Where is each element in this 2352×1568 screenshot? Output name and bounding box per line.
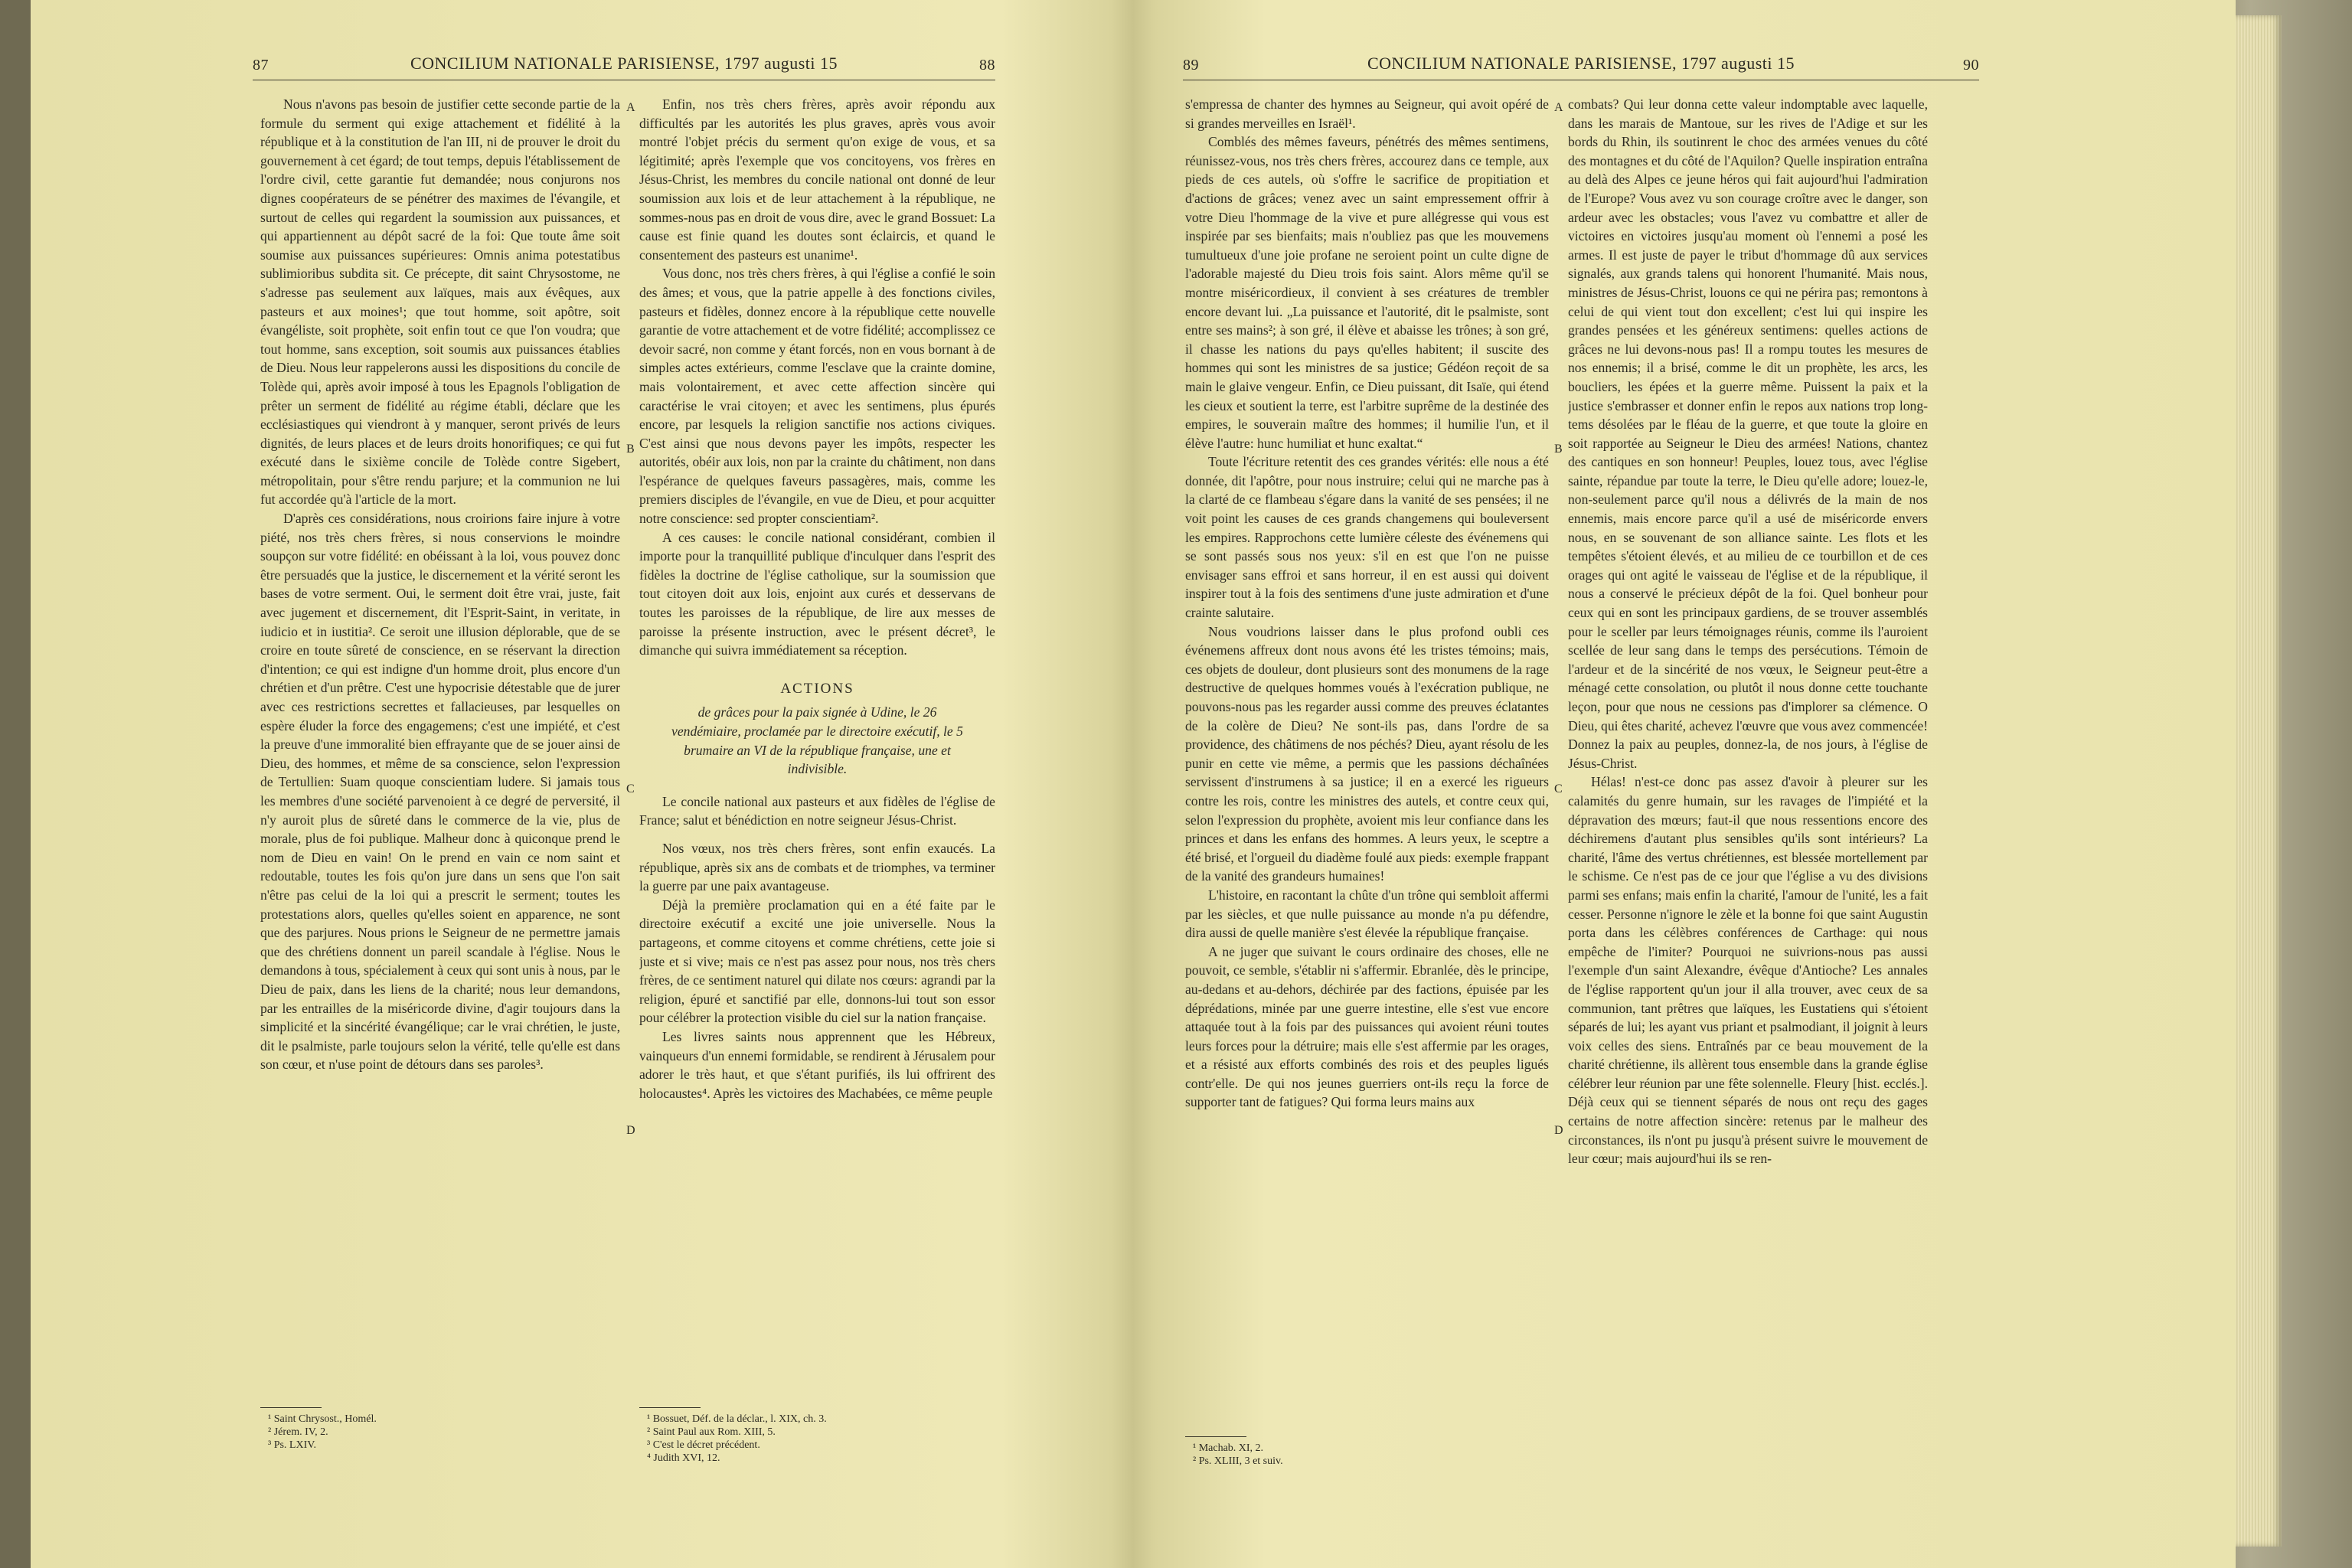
paragraph: Comblés des mêmes faveurs, pénétrés des mêmes sentimens, réunissez-vous, nos très chers frères, accourez dans ce temple, aux pieds de ces autels, où s'offre le sacrifice de propitiation et d'actions de grâces; venez avec un saint empressement offrir à votre Dieu l'hommage de la vive et pure allégresse qui vous est inspirée par ses bienfaits; mais n'oubliez pas que les mouvemens tumultueux d'une joie profane ne seroient point un culte digne de l'adorable majesté du Dieu trois fois saint. Alors même qu'il se montre miséricordieux, il convient à ses créatures de trembler encore devant lui. „La puissance et l'autorité, dit le psalmiste, sont entre ses mains²; à son gré, il élève et abaisse les trônes; à son gré, il chasse les nations du pays qu'elles habitent; il suscite des hommes qui sont les ministres de sa justice; Gédéon reçoit de sa main le glaive vengeur. Enfin, ce Dieu puissant, dit Isaïe, qui étend les cieux et soutient la terre, est l'arbitre suprême de la destinée des empires, le souverain maître des hommes; il humilie l'un, et il élève l'autre: hunc humiliat et hunc exaltat.“	[1185, 134, 1549, 451]
page-number-88: 88	[979, 57, 995, 74]
paragraph: s'empressa de chanter des hymnes au Seigneur, qui avoit opéré de si grandes merveilles en Israël¹.	[1185, 96, 1549, 131]
footnote-rule	[260, 1407, 322, 1408]
right-column-1	[1185, 95, 1549, 1412]
address-line: Le concile national aux pasteurs et aux fidèles de l'église de France; salut et bénédiction en notre seigneur Jésus-Christ.	[639, 793, 995, 828]
paragraph: A ne juger que suivant le cours ordinaire des choses, elle ne pouvoit, ce semble, s'établir ni s'affermir. Ebranlée, dès le principe, au-dedans et au-dehors, déchirée par des factions, épuisée par les déprédations, minée par une guerre intestine, elle s'est vue encore attaquée tout à la fois par des puissances qui avoient réuni toutes leurs forces pour la détruire; mais elle s'est affermie par les orages, et a résisté aux efforts combinés des rois et des peuples ligués contr'elle. De qui nos jeunes guerriers ont-ils reçu la force de supporter tant de fatigues? Qui forma leurs mains aux	[1185, 943, 1549, 1110]
book-spread	[31, 0, 2236, 1568]
left-column-1	[260, 95, 620, 1412]
margin-letter: D	[626, 1124, 635, 1137]
margin-letter: A	[1554, 101, 1563, 114]
footnote: ¹ Saint Chrysost., Homél.	[268, 1413, 377, 1425]
paragraph: Nous voudrions laisser dans le plus profond oubli ces événemens affreux dont nous avons été les tristes témoins; mais, ces objets de douleur, dont plusieurs sont des monumens de la rage destructive de quelques hommes voués à l'exécration publique, ne pouvons-nous pas les regarder aussi comme des preuves éclatantes de la colère de Dieu? Ne sont-ils pas, dans l'ordre de sa providence, des châtimens de nos péchés? Dieu, ayant résolu de les punir en cette vie même, a permis que les passions déchaînées servissent d'instrumens à sa justice; il en a exercé les rigueurs contre les rois, contre les ministres des autels, et contre ceux qui, selon l'expression du prophète, avoient mis leur confiance dans les princes et dans les enfans des hommes. A leurs yeux, le sceptre a été brisé, et l'orgueil du diadème foulé aux pieds: exemple frappant de la vanité des grandeurs humaines!	[1185, 623, 1549, 884]
paragraph: D'après ces considérations, nous croirions faire injure à votre piété, nos très chers frères, si nous conservions le moindre soupçon sur votre fidélité: en obéissant à la loi, vous pouvez donc être persuadés que la justice, le discernement et la vérité seront les bases de votre serment. Oui, le serment doit être vrai, juste, fait avec jugement et discernement, dit l'Esprit-Saint, in veritate, in iudicio et in iustitia². Ce seroit une illusion déplorable, que de se croire en toute sûreté de conscience, en se réservant la direction d'intention; ce qui est indigne d'un homme droit, plus encore d'un chrétien et d'un prêtre. C'est une hypocrisie détestable que de jurer avec ces restrictions secrettes et fallacieuses, par lesquelles on espère éluder la force des engagemens; c'est une impiété, et c'est la preuve d'une immoralité bien effrayante que de se jouer ainsi de Dieu, des hommes, et même de sa conscience, selon l'expression de Tertullien: Suam quoque conscientiam ludere. Si jamais tous les membres d'une société parvenoient à ce degré de perversité, il n'y auroit plus de sûreté dans le commerce de la vie, plus de morale, plus de foi publique. Malheur donc à quiconque prend le nom de Dieu en vain! On le prend en vain ce nom saint et redoutable, toutes les fois qu'on jure dans un sens que l'on sait n'être pas celui de la loi qui a prescrit le serment; toutes les protestations alors, quelles qu'elles soient en apparence, ne sont que des parjures. Nous prions le Seigneur de ne permettre jamais que des chrétiens donnent un pareil scandale à l'église. Nous le demandons à tous, spécialement à ceux qui sont unis à nous, par le Dieu de paix, dans les liens de la charité; nous leur demandons, par les entrailles de la miséricorde divine, d'agir toujours dans la simplicité et la sincérité évangélique; car le vrai chrétien, le juste, dit le psalmiste, parle toujours selon la vérité, telle qu'elle est dans son cœur, et n'use point de détours dans ses paroles³.	[260, 511, 620, 1073]
left-footnotes-2	[639, 1407, 995, 1465]
left-column-2	[639, 95, 995, 1412]
footnote: ³ Ps. LXIV.	[268, 1439, 317, 1451]
page-number-87: 87	[253, 57, 269, 74]
left-page	[31, 0, 1133, 1568]
footnote: ² Ps. XLIII, 3 et suiv.	[1193, 1455, 1283, 1467]
footnote: ¹ Machab. XI, 2.	[1193, 1442, 1264, 1454]
margin-letter: D	[1554, 1124, 1563, 1137]
margin-letter: A	[626, 101, 635, 114]
paragraph: Enfin, nos très chers frères, après avoir répondu aux difficultés par les autorités les plus graves, après vous avoir montré l'objet précis du serment qu'on exige de vous, et sa légitimité; après l'exemple que vos concitoyens, vos frères en Jésus-Christ, les membres du concile national ont donné de leur soumission aux lois et de leur attachement à la république, ne sommes-nous pas en droit de vous dire, avec le grand Bossuet: La cause est finie quand les doutes sont éclaircis, et quand le consentement des pasteurs est unanime¹.	[639, 96, 995, 263]
footnote: ⁴ Judith XVI, 12.	[647, 1452, 720, 1464]
paragraph: Les livres saints nous apprennent que les Hébreux, vainqueurs d'un ennemi formidable, se rendirent à Jérusalem pour adorer le très haut, et que s'étant purifiés, ils lui offrirent des holocaustes⁴. Après les victoires des Machabées, ce même peuple	[639, 1028, 995, 1101]
left-running-head	[253, 51, 995, 78]
page-number-89: 89	[1183, 57, 1199, 74]
footnote: ² Jérem. IV, 2.	[268, 1426, 328, 1438]
paragraph: Toute l'écriture retentit des ces grandes vérités: elle nous a été donnée, dit l'apôtre, pour nous instruire; celui qui ne marche pas à la clarté de ce flambeau s'égare dans la vanité de ses pensées; il ne voit point les causes de ces grands changemens qui bouleversent les empires. Rapprochons cette lumière céleste des événemens qui se sont passés sous nos yeux: s'il en est que l'on ne puisse envisager sans effroi et sans horreur, il en est aussi qui doivent inspirer tout à la fois des sentimens d'une juste admiration et d'une crainte salutaire.	[1185, 454, 1549, 621]
paragraph: Nos vœux, nos très chers frères, sont enfin exaucés. La république, après six ans de combats et de triomphes, va terminer la guerre par une paix avantageuse.	[639, 840, 995, 894]
right-footnotes-1	[1185, 1436, 1549, 1468]
footnote-rule	[1185, 1436, 1246, 1437]
section-subtitle: de grâces pour la paix signée à Udine, le 26 vendémiaire, proclamée par le directoire exécutif, le 5 brumaire an VI de la république française, une et indivisible.	[671, 704, 963, 777]
section-heading: ACTIONS	[780, 680, 854, 697]
paragraph: Nous n'avons pas besoin de justifier cette seconde partie de la formule du serment qui exige attachement et fidélité à la république et à la constitution de l'an III, ni de prouver le droit du gouvernement à cet égard; de tout temps, depuis l'établissement de l'ordre civil, cette garantie fut demandée; nous conjurons nos dignes coopérateurs de se pénétrer des maximes de l'évangile, et surtout de celles qui regardent la soumission aux puissances, et qui appartiennent au dépôt sacré de la foi: Que toute âme soit soumise aux puissances supérieures: Omnis anima potestatibus sublimioribus subdita sit. Ce précepte, dit saint Chrysostome, ne s'adresse pas seulement aux laïques, mais aux évêques, aux pasteurs et aux moines¹; que tout homme, soit apôtre, soit évangéliste, soit prophète, soit enfin tout ce que l'on voudra; que tout homme, sans exception, soit soumis aux puissances établies de Dieu. Nous leur rappelerons aussi les dispositions du concile de Tolède qui, après avoir imposé à tous les Epagnols l'obligation de prêter un serment de fidélité au régime établi, déclare que les ecclésiastiques qui viendront à y manquer, seront privés de leurs dignités, de leurs places et de leurs droits honorifiques; ce qui fut exécuté dans le sixième concile de Tolède contre Sigebert, métropolitain, pour s'être rendu parjure; et la communion ne lui fut accordée qu'à l'article de la mort.	[260, 96, 620, 508]
margin-letter: C	[1554, 782, 1563, 795]
paragraph: L'histoire, en racontant la chûte d'un trône qui sembloit affermi par les siècles, et que nulle puissance au monde n'a pu défendre, dira aussi de quelle manière s'est élevée la république française.	[1185, 887, 1549, 941]
page-number-90: 90	[1963, 57, 1979, 74]
margin-letter: B	[626, 443, 635, 456]
footnote-rule	[639, 1407, 701, 1408]
paragraph: A ces causes: le concile national considérant, combien il importe pour la tranquillité publique d'inculquer dans l'esprit des fidèles la doctrine de l'église catholique, sur la soumission que tout citoyen doit aux lois, enjoint aux curés et desservans de toutes les paroisses de la république, de lire aux messes de paroisse la présente instruction, avec le présent décret³, le dimanche qui suivra immédiatement sa réception.	[639, 529, 995, 658]
right-column-2	[1568, 95, 1928, 1534]
margin-letter: C	[626, 782, 635, 795]
margin-letter: B	[1554, 443, 1563, 456]
left-footnotes-1	[260, 1407, 620, 1452]
running-title: CONCILIUM NATIONALE PARISIENSE, 1797 augusti 15	[1367, 54, 1795, 73]
paragraph: Déjà la première proclamation qui en a été faite par le directoire exécutif a excité une joie universelle. Nous la partageons, et comme citoyens et comme chrétiens, cette joie si juste et si vive; mais ce n'est pas assez pour nous, nos très chers frères, de ce sentiment naturel qui dilate nos cœurs: agrandi par la religion, épuré et sanctifié par elle, donnons-lui tout son essor pour célébrer la protection visible du ciel sur la nation française.	[639, 897, 995, 1026]
paragraph: Hélas! n'est-ce donc pas assez d'avoir à pleurer sur les calamités du genre humain, sur les ravages de l'impiété et la dépravation des mœurs; faut-il que nous ressentions encore des déchiremens d'autant plus sensibles qu'ils sont intérieurs? La charité, l'âme des vertus chrétiennes, est blessée mortellement par le schisme. Ce n'est pas de ce jour que l'église a vu des divisions parmi ses enfans; mais enfin la charité, l'amour de l'unité, les a fait cesser. Personne n'ignore le zèle et la bonne foi que saint Augustin porta dans les célèbres conférences de Carthage: qui nous empêche de l'imiter? Pourquoi ne suivrions-nous pas aussi l'exemple d'un saint Alexandre, évêque d'Antioche? Les annales de l'église rapportent qu'un jour il alla trouver, avec ceux de sa communion, tant prêtres que laïques, les Eustatiens qui s'étoient séparés de lui; les ayant vus priant et psalmodiant, il joignit à leurs voix celles des siens. Entraînés par ce beau mouvement de la charité chrétienne, ils allèrent tous ensemble dans la grande église célébrer leur réunion par une fête solennelle. Fleury [hist. ecclés.]. Déjà ceux qui se tiennent séparés de nous ont reçu des gages certains de notre affection sincère: retenus par le malheur des circonstances, ils n'ont pu jusqu'à présent suivre le mouvement de leur cœur; mais aujourd'hui ils se ren-	[1568, 774, 1928, 1167]
right-page	[1133, 0, 2236, 1568]
footnote: ² Saint Paul aux Rom. XIII, 5.	[647, 1426, 776, 1438]
footnote: ¹ Bossuet, Déf. de la déclar., l. XIX, ch. 3.	[647, 1413, 827, 1425]
paragraph: combats? Qui leur donna cette valeur indomptable avec laquelle, dans les marais de Mantoue, sur les rives de l'Adige et sur les bords du Rhin, ils soutinrent le choc des armées venues du côté des montagnes et du côté de l'Aquilon? Quelle inspiration entraîna au delà des Alpes ce jeune héros qui fait aujourd'hui l'admiration de l'Europe? Vous avez vu son courage croître avec le danger, son ardeur avec les obstacles; vous l'avez vu combattre et aller de victoires en victoires jusqu'au moment où l'ennemi a posé les armes. Il est juste de payer le tribut d'hommage dû aux services signalés, aux grands talens qui honorent l'humanité. Mais nous, ministres de Jésus-Christ, louons ce qui ne périra pas; remontons à celui de qui vient tout don excellent; c'est lui qui inspire les grandes pensées et les généreux sentimens: quelles actions de grâces ne lui devons-nous pas! Il a rompu toutes les mesures de nos ennemis; il a brisé, comme le dit un prophète, les arcs, les boucliers, les épées et la guerre même. Puissent la paix et la justice s'embrasser et donner enfin le repos aux nations trop long-tems désolées par le fléau de la guerre, et que toute la gloire en soit rapportée au Seigneur le Dieu des armées! Nations, chantez des cantiques en son honneur! Peuples, louez tous, avec l'église sainte, répandue par toute la terre, le Dieu qu'elle adore; louez-le, non-seulement parce qu'il nous a délivrés de la main de nos ennemis, mais encore parce qu'il a usé de miséricorde envers nous, en se souvenant de son alliance sainte. Les flots et les tempêtes s'étoient élevés, et au milieu de ce tourbillon et de ces orages qui ont agité le vaisseau de l'église et de la république, il nous a conservé le précieux dépôt de la foi. Quel bonheur pour ceux qui en sont les principaux gardiens, de se trouver assemblés pour le sceller par leurs témoignages réunis, comme ils l'auroient scellée de leur sang dans le temps des persécutions. Témoin de l'ardeur et de la sincérité de nos vœux, le Seigneur peut-être a ménagé cette consolation, ou plutôt il nous donne cette touchante leçon, pour que nous ne cessions pas d'implorer sa clémence. O Dieu, qui êtes charité, achevez l'œuvre que vous avez commencée! Donnez la paix au peuples, donnez-la, de nos jours, à l'église de Jésus-Christ.	[1568, 96, 1928, 771]
footnote: ³ C'est le décret précédent.	[647, 1439, 760, 1451]
paragraph: Vous donc, nos très chers frères, à qui l'église a confié le soin des âmes; et vous, que la patrie appelle à des fonctions civiles, pasteurs et fidèles, donnez encore à la république cette nouvelle garantie de votre attachement et de votre fidélité; accomplissez ce devoir sacré, non comme y étant forcés, non en vous bornant à de simples actes extérieurs, comme l'esclave que la crainte domine, mais volontairement, et avec cette affection sincère qui caractérise le vrai citoyen; et avec les sentimens, plus épurés encore, par lesquels la religion sanctifie nos actions civiques. C'est ainsi que nous devons payer les impôts, respecter les autorités, obéir aux lois, non par la crainte du châtiment, non dans l'espérance de quelques faveurs passagères, mais, comme les premiers disciples de l'évangile, en vue de Dieu, et pour acquitter notre conscience: sed propter conscientiam².	[639, 266, 995, 527]
right-running-head	[1183, 51, 1979, 78]
running-title: CONCILIUM NATIONALE PARISIENSE, 1797 augusti 15	[410, 54, 838, 73]
